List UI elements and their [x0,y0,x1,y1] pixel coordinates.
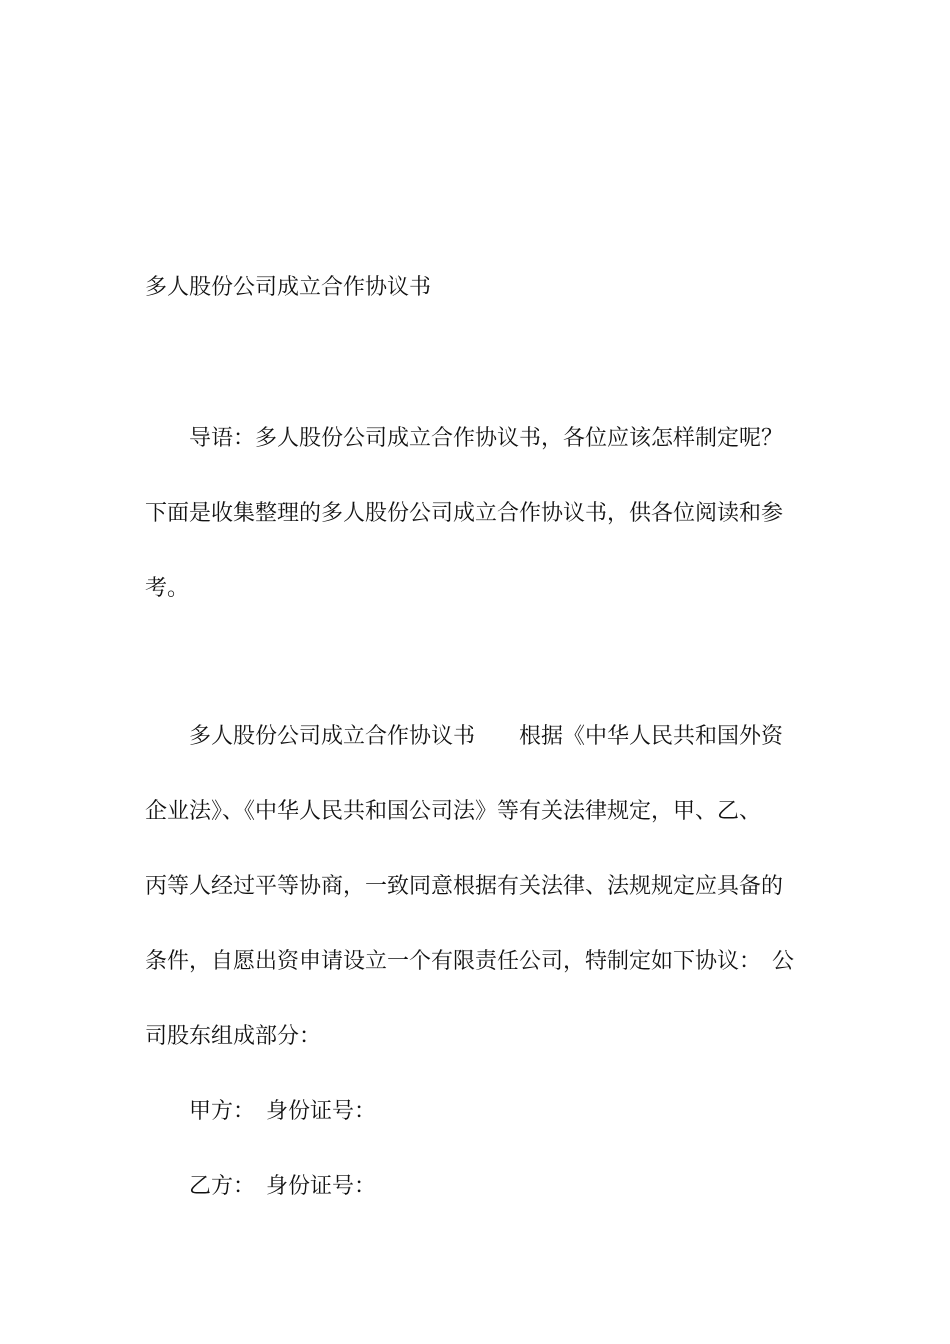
body-line-5: 司股东组成部分： [145,1024,322,1049]
party-a-line: 甲方： 身份证号： [189,1099,377,1124]
intro-line-3: 考。 [145,576,190,601]
intro-line-2: 下面是收集整理的多人股份公司成立合作协议书，供各位阅读和参 [145,501,784,526]
intro-line-1: 导语：多人股份公司成立合作协议书，各位应该怎样制定呢？ [189,426,784,451]
body-line-2: 企业法》、《中华人民共和国公司法》等有关法律规定，甲、乙、 [145,799,762,824]
body-line-1: 多人股份公司成立合作协议书 根据《中华人民共和国外资 [189,724,784,749]
body-line-4: 条件，自愿出资申请设立一个有限责任公司，特制定如下协议： 公 [145,949,795,974]
body-line-3: 丙等人经过平等协商，一致同意根据有关法律、法规规定应具备的 [145,874,784,899]
party-b-line: 乙方： 身份证号： [189,1174,377,1199]
document-title: 多人股份公司成立合作协议书 [145,275,432,300]
